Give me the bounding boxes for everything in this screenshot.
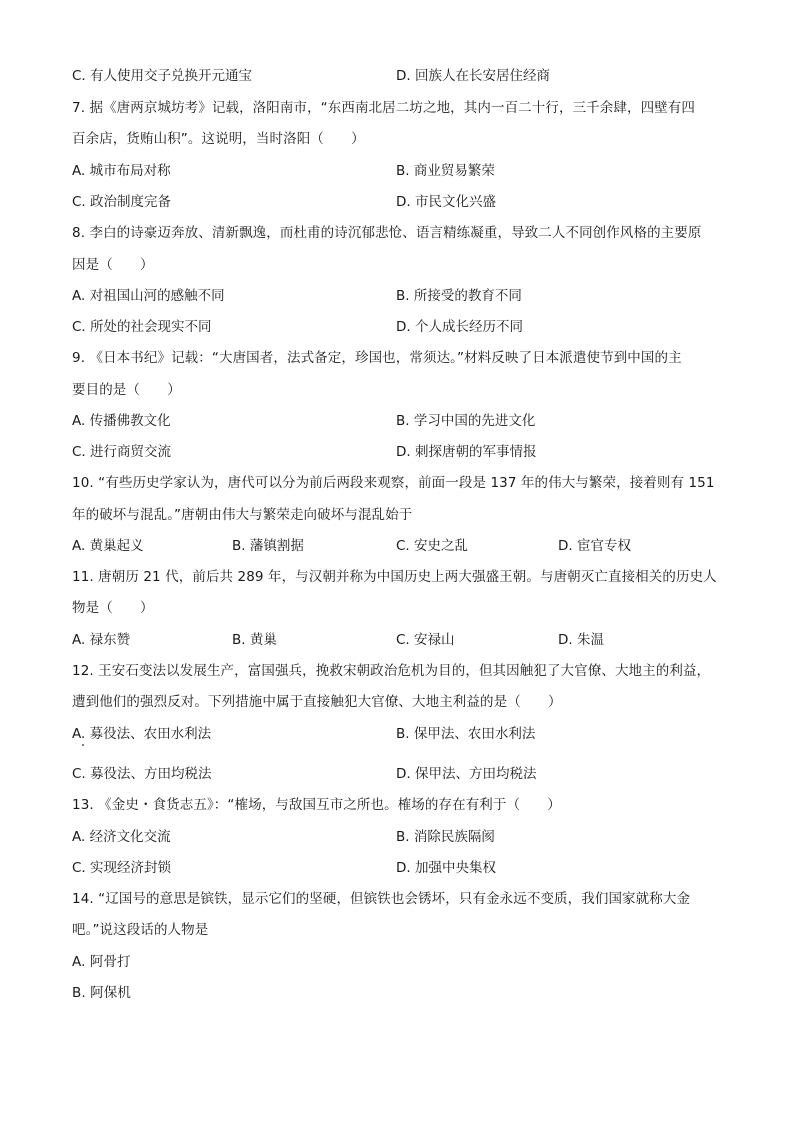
q13-stem-line1: 13. 《金史・食货志五》：“榷场，与敌国互市之所也。榷场的存在有利于（ ） xyxy=(72,797,561,813)
q7-stem-line2: 百余店，货贿山积”。这说明，当时洛阳（ ） xyxy=(72,131,365,147)
q10-stem-line1: 10. “有些历史学家认为，唐代可以分为前后两段来观察，前面一段是 137 年的伟大与繁荣，接着则有 151 xyxy=(72,475,715,491)
q12-options-row2 xyxy=(72,764,732,784)
q13-options-row1 xyxy=(72,827,732,847)
q8-stem-line2: 因是（ ） xyxy=(72,257,154,273)
q12-option-c[interactable]: C. 募役法、方田均税法 xyxy=(72,766,212,782)
q7-option-c[interactable]: C. 政治制度完备 xyxy=(72,194,172,210)
q13-option-a[interactable]: A. 经济文化交流 xyxy=(72,829,171,845)
q14-stem-line1: 14. “辽国号的意思是镔铁，显示它们的坚硬，但镔铁也会锈坏，只有金永远不变质，我们国家就称大金 xyxy=(72,891,691,907)
q14-option-b[interactable]: B. 阿保机 xyxy=(72,985,131,1001)
q6-option-d[interactable]: D. 回族人在长安居住经商 xyxy=(396,68,550,84)
q12-option-d[interactable]: D. 保甲法、方田均税法 xyxy=(396,766,537,782)
q6-options-row xyxy=(72,66,732,86)
q8-option-c[interactable]: C. 所处的社会现实不同 xyxy=(72,319,212,335)
q13-option-b[interactable]: B. 消除民族隔阂 xyxy=(396,829,495,845)
q8-option-d[interactable]: D. 个人成长经历不同 xyxy=(396,319,523,335)
q12-options-row1 xyxy=(72,724,732,744)
q7-option-b[interactable]: B. 商业贸易繁荣 xyxy=(396,163,495,179)
q10-option-d[interactable]: D. 宦官专权 xyxy=(558,538,631,554)
q11-option-b[interactable]: B. 黄巢 xyxy=(232,632,277,648)
q7-option-a[interactable]: A. 城市布局对称 xyxy=(72,163,171,179)
q7-options-row1 xyxy=(72,161,732,181)
q12-stem-line2: 遭到他们的强烈反对。下列措施中属于直接触犯大官僚、大地主利益的是（ ） xyxy=(72,694,562,710)
q11-stem-line1: 11. 唐朝历 21 代，前后共 289 年，与汉朝并称为中国历史上两大强盛王朝。与唐朝灭亡直接相关的历史人 xyxy=(72,569,717,585)
q14-option-a[interactable]: A. 阿骨打 xyxy=(72,954,131,970)
q8-option-b[interactable]: B. 所接受的教育不同 xyxy=(396,288,522,304)
q7-option-d[interactable]: D. 市民文化兴盛 xyxy=(396,194,496,210)
q10-stem-line2: 年的破坏与混乱。”唐朝由伟大与繁荣走向破坏与混乱始于 xyxy=(72,507,413,523)
q8-options-row1 xyxy=(72,286,732,306)
q9-option-a[interactable]: A. 传播佛教文化 xyxy=(72,413,171,429)
q11-stem-line2: 物是（ ） xyxy=(72,600,154,616)
q13-options-row2 xyxy=(72,858,732,878)
stray-dot xyxy=(82,744,84,746)
q9-options-row1 xyxy=(72,411,732,431)
q11-option-a[interactable]: A. 禄东赞 xyxy=(72,632,131,648)
q8-stem-line1: 8. 李白的诗豪迈奔放、清新飘逸，而杜甫的诗沉郁悲怆、语言精练凝重，导致二人不同创作风格的主要原 xyxy=(72,225,702,241)
q14-stem-line2: 吧。”说这段话的人物是 xyxy=(72,922,209,938)
q9-option-d[interactable]: D. 刺探唐朝的军事情报 xyxy=(396,444,537,460)
q9-stem-line1: 9. 《日本书纪》记载：“大唐国者，法式备定，珍国也，常须达。”材料反映了日本派遣使节到中国的主 xyxy=(72,350,682,366)
q6-option-c[interactable]: C. 有人使用交子兑换开元通宝 xyxy=(72,68,253,84)
q11-option-d[interactable]: D. 朱温 xyxy=(558,632,604,648)
q13-option-d[interactable]: D. 加强中央集权 xyxy=(396,860,496,876)
q10-options-row xyxy=(72,536,732,556)
q7-options-row2 xyxy=(72,192,732,212)
q11-options-row xyxy=(72,630,732,650)
q12-option-b[interactable]: B. 保甲法、农田水利法 xyxy=(396,726,536,742)
q10-option-c[interactable]: C. 安史之乱 xyxy=(396,538,469,554)
q7-stem-line1: 7. 据《唐两京城坊考》记载，洛阳南市，“东西南北居二坊之地，其内一百二十行，三千余肆，四壁有四 xyxy=(72,100,695,116)
q9-option-c[interactable]: C. 进行商贸交流 xyxy=(72,444,172,460)
q9-option-b[interactable]: B. 学习中国的先进文化 xyxy=(396,413,536,429)
q10-option-a[interactable]: A. 黄巢起义 xyxy=(72,538,144,554)
q13-option-c[interactable]: C. 实现经济封锁 xyxy=(72,860,172,876)
q11-option-c[interactable]: C. 安禄山 xyxy=(396,632,455,648)
q8-options-row2 xyxy=(72,317,732,337)
q9-stem-line2: 要目的是（ ） xyxy=(72,382,181,398)
q9-options-row2 xyxy=(72,442,732,462)
q10-option-b[interactable]: B. 藩镇割据 xyxy=(232,538,304,554)
q12-stem-line1: 12. 王安石变法以发展生产，富国强兵，挽救宋朝政治危机为目的，但其因触犯了大官僚、大地主的利益， xyxy=(72,663,711,679)
q8-option-a[interactable]: A. 对祖国山河的感触不同 xyxy=(72,288,225,304)
q12-option-a[interactable]: A. 募役法、农田水利法 xyxy=(72,726,212,742)
